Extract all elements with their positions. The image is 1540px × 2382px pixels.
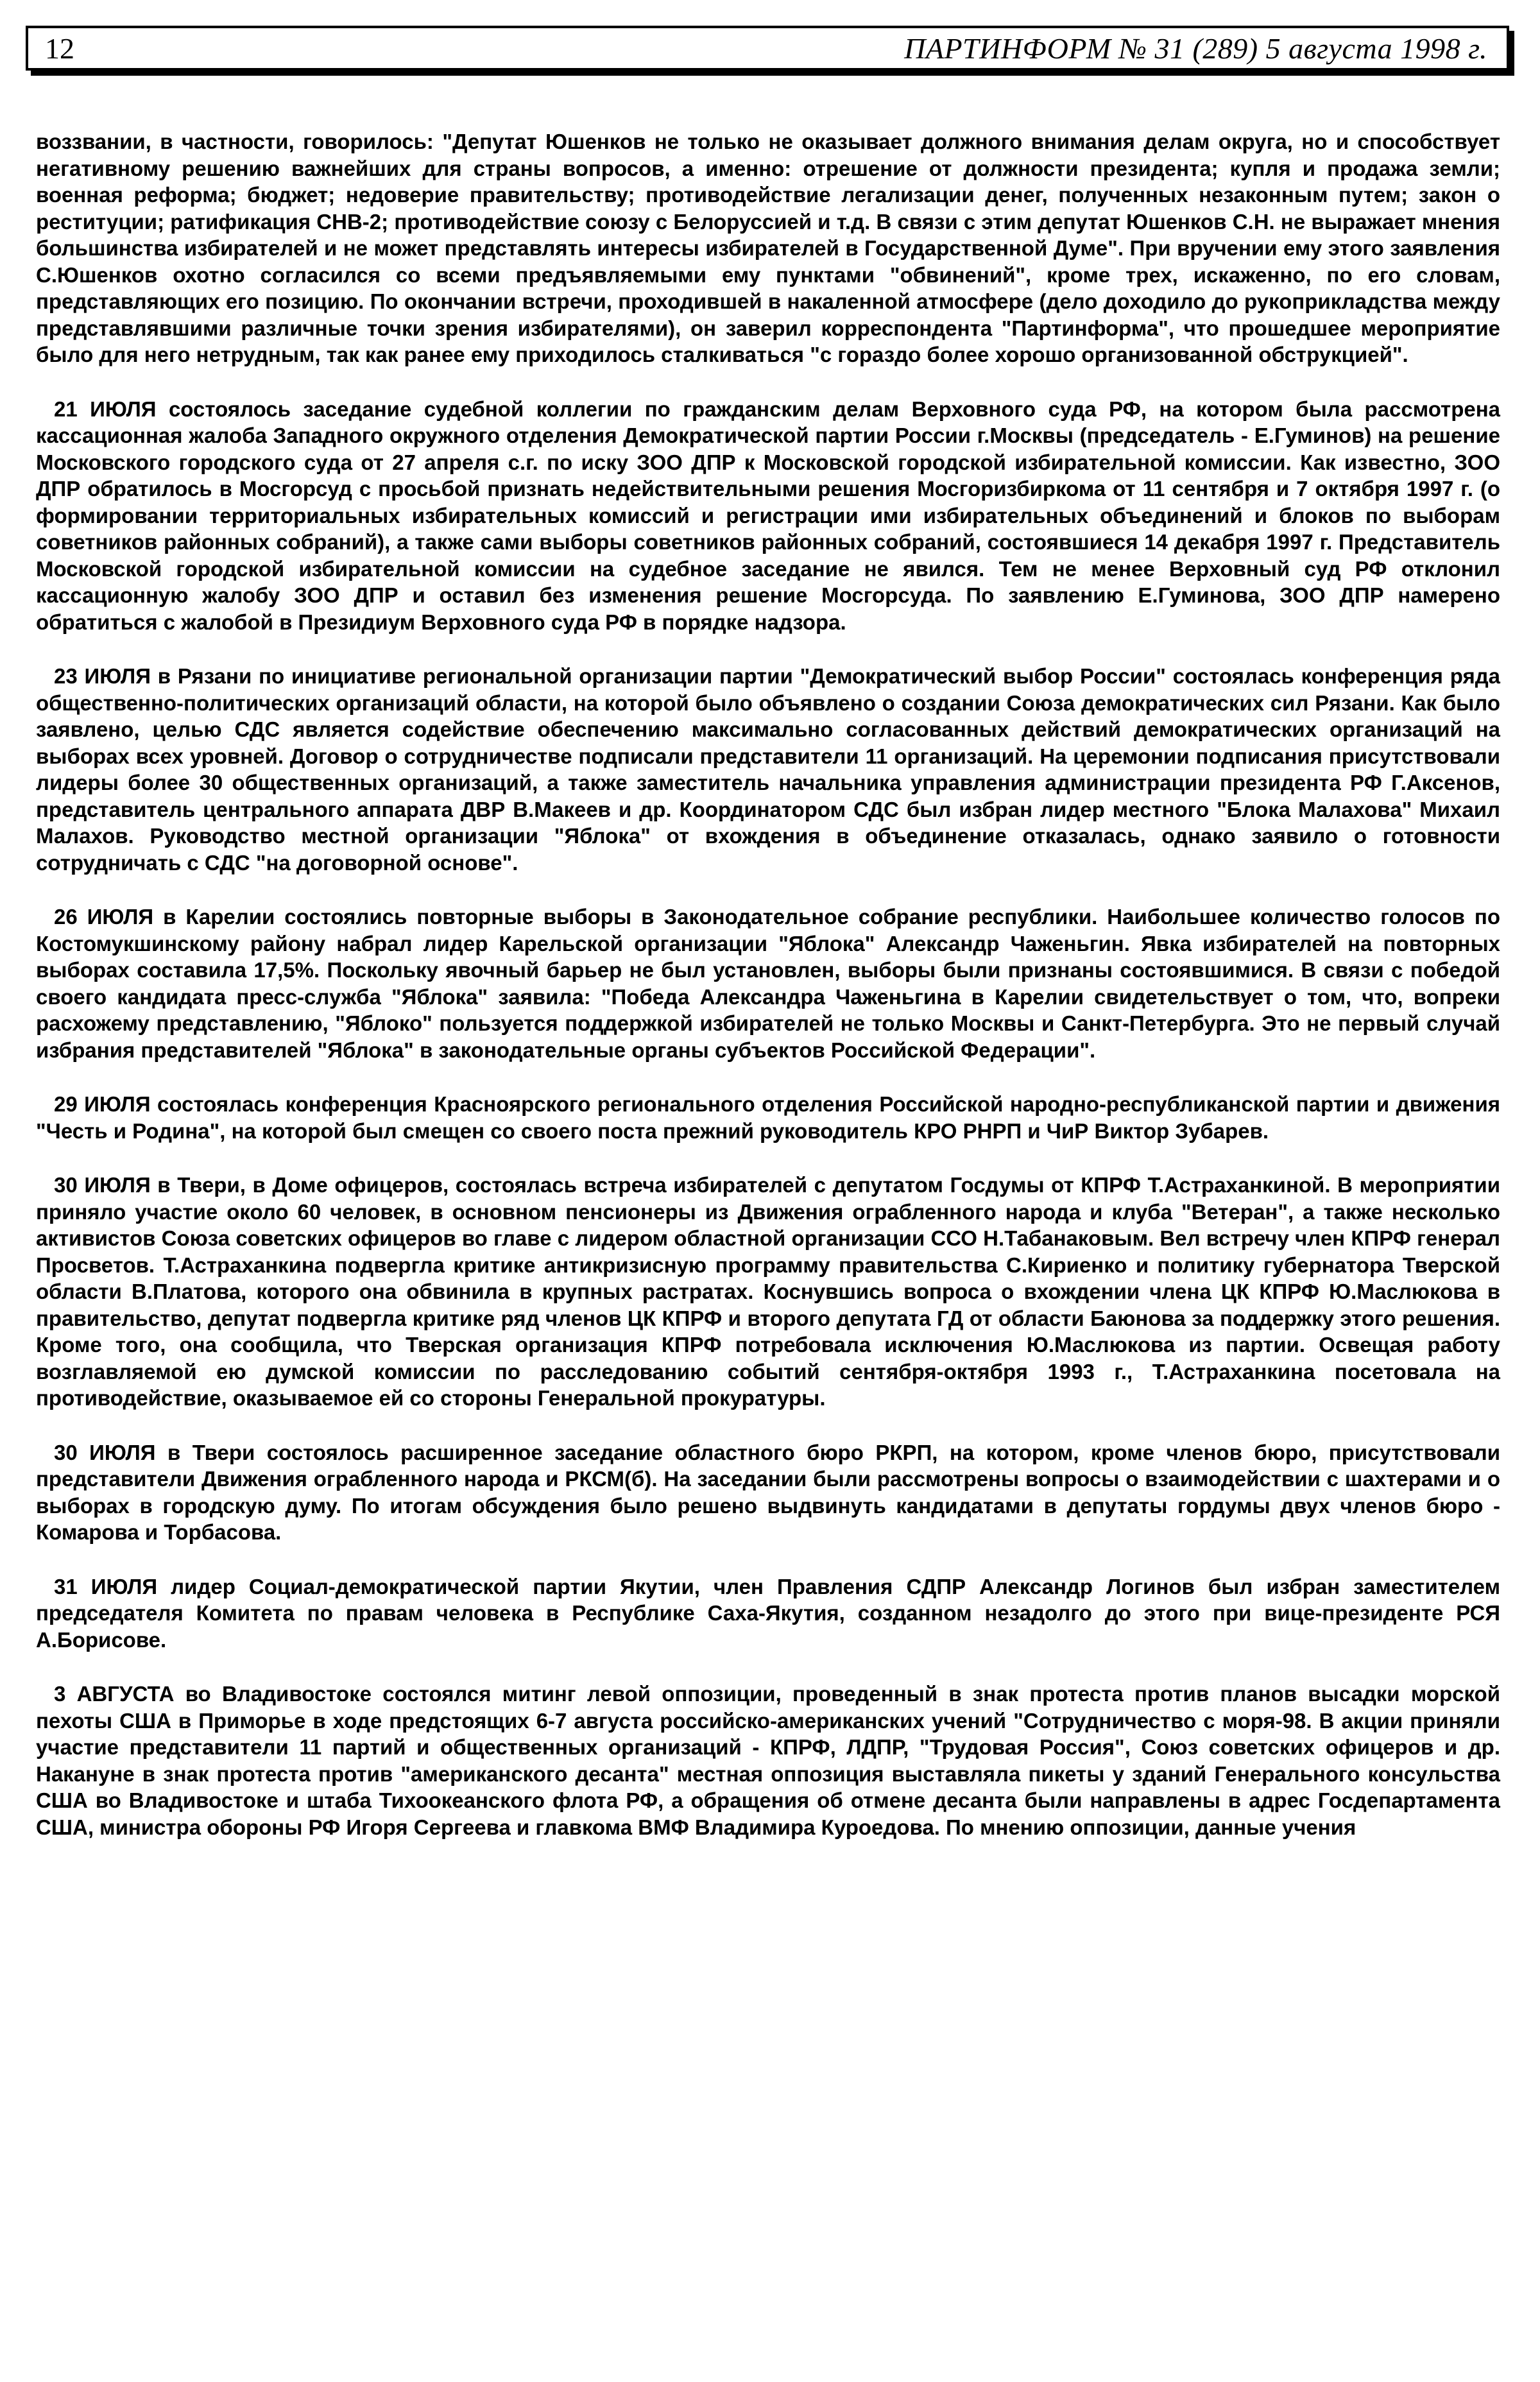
paragraph-text: в Карелии состоялись повторные выборы в Законодательное собрание республики. Наибольшее количество голосов по Костомукшинскому району набрал лидер Карельской организации "Яблока" Александр Чаженьгин. Явка избирателей на повторных выборах составила 17,5%. Поскольку явочный барьер не был установлен, выборы были признаны состоявшимися. В связи с победой своего кандидата пресс-служба "Яблока" заявила: "Победа Александра Чаженьгина в Карелии свидетельствует о том, что, вопреки расхожему представлению, "Яблоко" пользуется поддержкой избирателей не только Москвы и Санкт-Петербурга. Это не первый случай избрания представителей "Яблока" в законодательные органы субъектов Российской Федерации".	[36, 905, 1500, 1062]
news-date: 30 ИЮЛЯ	[54, 1440, 156, 1464]
news-date: 31 ИЮЛЯ	[54, 1574, 158, 1598]
paragraph-news-item	[36, 904, 1500, 1063]
paragraph-text: в Рязани по инициативе региональной организации партии "Демократический выбор России" состоялась конференция ряда общественно-политических организаций области, на которой было объявлено о создании Союза демократических сил Рязани. Как было заявлено, целью СДС является содействие обеспечению максимально согласованных действий демократических организаций на выборах всех уровней. Договор о сотрудничестве подписали представители 11 организаций. На церемонии подписания присутствовали лидеры более 30 общественных организаций, а также заместитель начальника управления администрации президента РФ Г.Аксенов, представитель центрального аппарата ДВР В.Макеев и др. Координатором СДС был избран лидер местного "Блока Малахова" Михаил Малахов. Руководство местной организации "Яблока" от вхождения в объединение отказалась, однако заявило о готовности сотрудничать с СДС "на договорной основе".	[36, 664, 1500, 875]
paragraph-news-item	[36, 1439, 1500, 1546]
page-header	[26, 26, 1509, 71]
paragraph-text: воззвании, в частности, говорилось: "Депутат Юшенков не только не оказывает должного внимания делам округа, но и способствует негативному решению важнейших для страны вопросов, а именно: отрешение от должности президента; купля и продажа земли; военная реформа; бюджет; недоверие правительству; противодействие легализации денег, полученных незаконным путем; закон о реституции; ратификация СНВ-2; противодействие союзу с Белоруссией и т.д. В связи с этим депутат Юшенков С.Н. не выражает мнения большинства избирателей и не может представлять интересы избирателей в Государственной Думе". При вручении ему этого заявления С.Юшенков охотно согласился со всеми предъявляемыми ему пунктами "обвинений", кроме трех, искаженно, по его словам, представляющих его позицию. По окончании встречи, проходившей в накаленной атмосфере (дело доходило до рукоприкладства между представлявшими различные точки зрения избирателями), он заверил корреспондента "Партинформа", что прошедшее мероприятие было для него нетрудным, так как ранее ему приходилось сталкиваться "с гораздо более хорошо организованной обструкцией".	[36, 130, 1500, 366]
paragraph-news-item	[36, 1172, 1500, 1412]
paragraph-text: лидер Социал-демократической партии Якутии, член Правления СДПР Александр Логинов был избран заместителем председателя Комитета по правам человека в Республике Саха-Якутия, созданном незадолго до этого при вице-президенте РСЯ А.Борисове.	[36, 1574, 1500, 1652]
paragraph-news-item	[36, 1681, 1500, 1840]
paragraph-news-item	[36, 1573, 1500, 1654]
article-body	[36, 128, 1500, 1868]
paragraph-continuation	[36, 128, 1500, 368]
paragraph-text: в Твери, в Доме офицеров, состоялась встреча избирателей с депутатом Госдумы от КПРФ Т.Астраханкиной. В мероприятии приняло участие около 60 человек, в основном пенсионеры из Движения ограбленного народа и клуба "Ветеран", а также несколько активистов Союза советских офицеров во главе с лидером областной организации ССО Н.Табанаковым. Вел встречу член КПРФ генерал Просветов. Т.Астраханкина подвергла критике антикризисную программу правительства С.Кириенко и политику губернатора Тверской области В.Платова, которого она обвинила в крупных растратах. Коснувшись вопроса о вхождении члена ЦК КПРФ Ю.Маслюкова в правительство, депутат подвергла критике ряд членов ЦК КПРФ и второго депутата ГД от области Баюнова за поддержку этого решения. Кроме того, она сообщила, что Тверская организация КПРФ потребовала исключения Ю.Маслюкова из партии. Освещая работу возглавляемой ею думской комиссии по расследованию событий сентября-октября 1993 г., Т.Астраханкина посетовала на противодействие, оказываемое ей со стороны Генеральной прокуратуры.	[36, 1173, 1500, 1410]
paragraph-text: состоялось заседание судебной коллегии по гражданским делам Верховного суда РФ, на котором была рассмотрена кассационная жалоба Западного окружного отделения Демократической партии России г.Москвы (председатель - Е.Гуминов) на решение Московского городского суда от 27 апреля с.г. по иску ЗОО ДПР к Московской городской избирательной комиссии. Как известно, ЗОО ДПР обратилось в Мосгорсуд с просьбой признать недействительными решения Мосгоризбиркома от 11 сентября и 7 октября 1997 г. (о формировании территориальных избирательных комиссий и регистрации ими избирательных объединений и блоков по выборам советников районных собраний), а также сами выборы советников районных собраний, состоявшиеся 14 декабря 1997 г. Представитель Московской городской избирательной комиссии на судебное заседание не явился. Тем не менее Верховный суд РФ отклонил кассационную жалобу ЗОО ДПР и оставил без изменения решение Мосгорсуда. По заявлению Е.Гуминова, ЗОО ДПР намерено обратиться с жалобой в Президиум Верховного суда РФ в порядке надзора.	[36, 397, 1500, 634]
paragraph-news-item	[36, 396, 1500, 636]
news-date: 26 ИЮЛЯ	[54, 905, 154, 929]
paragraph-news-item	[36, 663, 1500, 876]
news-date: 3 АВГУСТА	[54, 1682, 175, 1706]
news-date: 23 ИЮЛЯ	[54, 664, 151, 688]
paragraph-text: в Твери состоялось расширенное заседание областного бюро РКРП, на котором, кроме членов бюро, присутствовали представители Движения ограбленного народа и РКСМ(б). На заседании были рассмотрены вопросы о взаимодействии с шахтерами и о выборах в городскую думу. По итогам обсуждения было решено выдвинуть кандидатами в депутаты гордумы двух членов бюро - Комарова и Торбасова.	[36, 1440, 1501, 1544]
paragraph-text: во Владивостоке состоялся митинг левой оппозиции, проведенный в знак протеста против планов высадки морской пехоты США в Приморье в ходе предстоящих 6-7 августа российско-американских учений "Сотрудничество с моря-98. В акции приняли участие представители 11 партий и общественных организаций - КПРФ, ЛДПР, "Трудовая Россия", Союз советских офицеров и др. Накануне в знак протеста против "американского десанта" местная оппозиция выставляла пикеты у зданий Генерального консульства США во Владивостоке и штаба Тихоокеанского флота РФ, а обращения об отмене десанта были направлены в адрес Госдепартамента США, министра обороны РФ Игоря Сергеева и главкома ВМФ Владимира Куроедова. По мнению оппозиции, данные учения	[36, 1682, 1501, 1839]
issue-info: ПАРТИНФОРМ № 31 (289) 5 августа 1998 г.	[904, 32, 1487, 65]
paragraph-text: состоялась конференция Красноярского регионального отделения Российской народно-республиканской партии и движения "Честь и Родина", на которой был смещен со своего поста прежний руководитель КРО РНРП и ЧиР Виктор Зубарев.	[36, 1092, 1500, 1143]
paragraph-news-item	[36, 1091, 1500, 1144]
news-date: 21 ИЮЛЯ	[54, 397, 157, 421]
news-date: 29 ИЮЛЯ	[54, 1092, 151, 1116]
news-date: 30 ИЮЛЯ	[54, 1173, 151, 1197]
page-number: 12	[45, 32, 74, 65]
